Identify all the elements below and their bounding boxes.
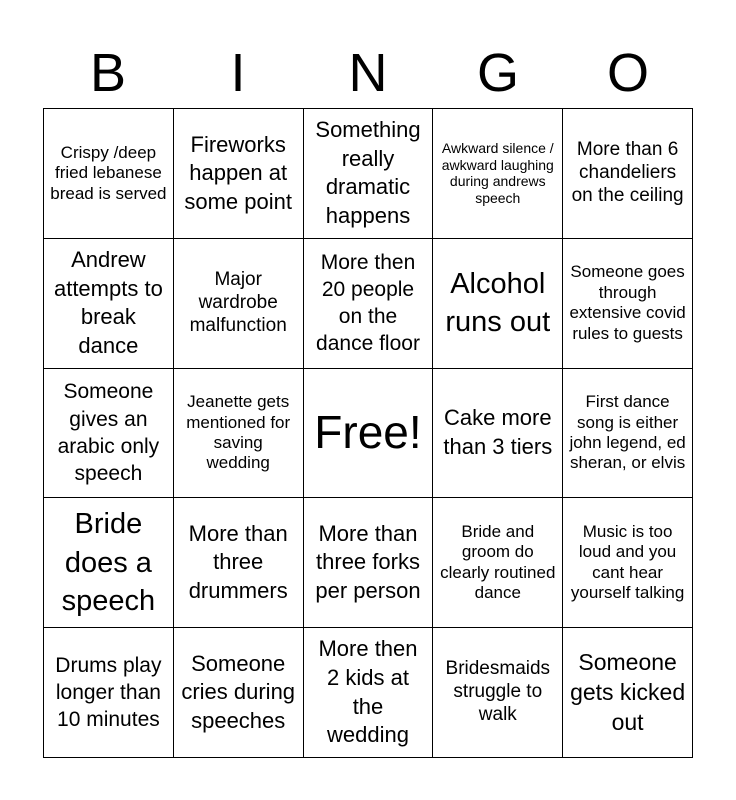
bingo-cell-r4c5[interactable]: Music is too loud and you cant hear yourself talking bbox=[563, 498, 693, 628]
bingo-cell-r5c5[interactable]: Someone gets kicked out bbox=[563, 628, 693, 758]
header-letter-n: N bbox=[348, 43, 388, 103]
bingo-cell-r2c5[interactable]: Someone goes through extensive covid rules to guests bbox=[563, 239, 693, 369]
bingo-cell-r1c5[interactable]: More than 6 chandeliers on the ceiling bbox=[563, 109, 693, 239]
bingo-cell-r2c3[interactable]: More then 20 people on the dance floor bbox=[304, 239, 434, 369]
bingo-cell-r1c4[interactable]: Awkward silence / awkward laughing during andrews speech bbox=[433, 109, 563, 239]
bingo-grid bbox=[43, 108, 693, 758]
bingo-cell-r4c1[interactable]: Bride does a speech bbox=[44, 498, 174, 628]
header-letter-i: I bbox=[230, 43, 246, 103]
bingo-cell-r3c4[interactable]: Cake more than 3 tiers bbox=[433, 369, 563, 499]
bingo-cell-r5c3[interactable]: More then 2 kids at the wedding bbox=[304, 628, 434, 758]
bingo-cell-r3c1[interactable]: Someone gives an arabic only speech bbox=[44, 369, 174, 499]
bingo-cell-r5c1[interactable]: Drums play longer than 10 minutes bbox=[44, 628, 174, 758]
bingo-cell-r5c2[interactable]: Someone cries during speeches bbox=[174, 628, 304, 758]
bingo-cell-r3c2[interactable]: Jeanette gets mentioned for saving wedding bbox=[174, 369, 304, 499]
bingo-cell-r2c4[interactable]: Alcohol runs out bbox=[433, 239, 563, 369]
bingo-cell-r4c4[interactable]: Bride and groom do clearly routined dance bbox=[433, 498, 563, 628]
bingo-header bbox=[43, 40, 693, 106]
bingo-cell-r4c2[interactable]: More than three drummers bbox=[174, 498, 304, 628]
bingo-cell-r1c2[interactable]: Fireworks happen at some point bbox=[174, 109, 304, 239]
header-letter-g: G bbox=[476, 43, 519, 103]
header-letter-b: B bbox=[89, 43, 127, 103]
bingo-cell-r3c5[interactable]: First dance song is either john legend, ed sheran, or elvis bbox=[563, 369, 693, 499]
bingo-cell-r1c3[interactable]: Something really dramatic happens bbox=[304, 109, 434, 239]
bingo-cell-r5c4[interactable]: Bridesmaids struggle to walk bbox=[433, 628, 563, 758]
bingo-cell-r1c1[interactable]: Crispy /deep fried lebanese bread is served bbox=[44, 109, 174, 239]
bingo-cell-free[interactable]: Free! bbox=[304, 369, 434, 499]
header-letter-o: O bbox=[606, 43, 649, 103]
bingo-cell-r4c3[interactable]: More than three forks per person bbox=[304, 498, 434, 628]
bingo-cell-r2c2[interactable]: Major wardrobe malfunction bbox=[174, 239, 304, 369]
bingo-cell-r2c1[interactable]: Andrew attempts to break dance bbox=[44, 239, 174, 369]
